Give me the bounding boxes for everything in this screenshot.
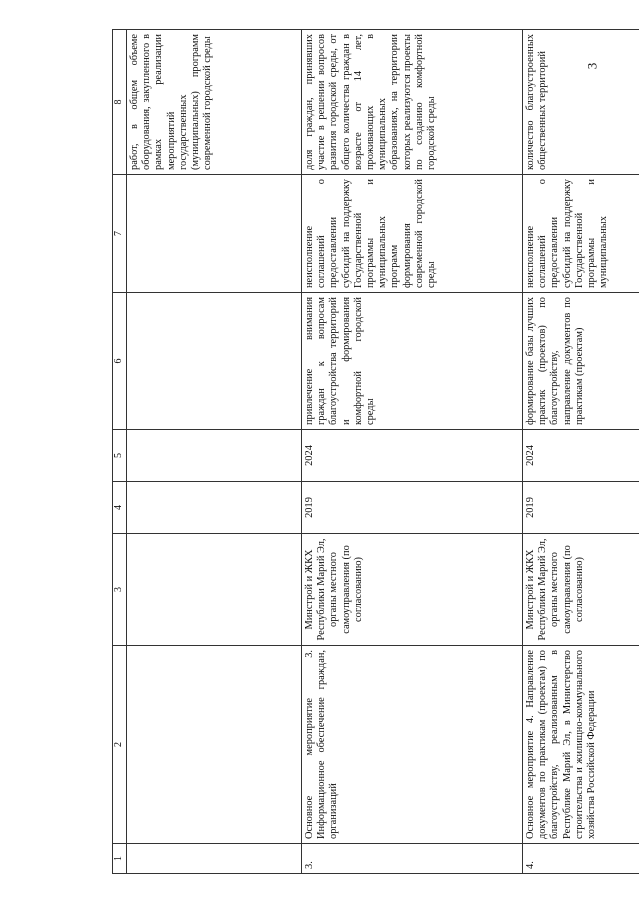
page-number: 3: [583, 62, 599, 70]
cell: [127, 430, 302, 482]
measure-cell: Основное мероприятие 4. Направление документов по практикам (проектам) по благоустройству, реализованным в Республике Марий Эл, в Министерство строительства и жилищно-коммунального хозяйства Российской Федерации: [523, 646, 639, 844]
result-cell: привлечение внимания граждан к вопросам благоустройства территорий и формирования комфортной городской среды: [302, 293, 523, 430]
consequences-cell: неисполнение соглашений о предоставлении субсидий на поддержку Государственной программы и муниципальных: [523, 175, 639, 293]
cell: [127, 293, 302, 430]
consequences-cell: неисполнение соглашений о предоставлении субсидий на поддержку Государственной программы и муниципальных программ формирования современной городской среды: [302, 175, 523, 293]
rotated-table-page: [112, 30, 639, 874]
cell: [127, 844, 302, 874]
indicator-cell: количество благоустроенных общественных территорий: [523, 30, 639, 175]
column-header-3: 3: [113, 534, 127, 646]
table-row-3: [302, 30, 523, 874]
indicator-cell: работ, в общем объеме оборудования, закупленного в рамках реализации мероприятий государственных (муниципальных) программ современной городской среды: [127, 30, 302, 175]
executor-cell: Минстрой и ЖКХ Республики Марий Эл, органы местного самоуправления (по согласованию): [302, 534, 523, 646]
column-header-2: 2: [113, 646, 127, 844]
column-header-4: 4: [113, 482, 127, 534]
start-year-cell: 2019: [523, 482, 639, 534]
measure-cell: Основное мероприятие 3. Информационное обеспечение граждан, организаций: [302, 646, 523, 844]
column-header-7: 7: [113, 175, 127, 293]
row-number: 4.: [523, 844, 639, 874]
column-header-1: 1: [113, 844, 127, 874]
program-measures-table: [112, 29, 639, 874]
column-header-6: 6: [113, 293, 127, 430]
start-year-cell: 2019: [302, 482, 523, 534]
cell: [127, 646, 302, 844]
indicator-cell: доля граждан, принявших участие в решении вопросов развития городской среды, от общего количества граждан в возрасте от 14 лет, проживающих в муниципальных образованиях, на территории которых реализуются проекты по созданию комфортной городской среды: [302, 30, 523, 175]
column-number-row: [113, 30, 127, 874]
cell: [127, 534, 302, 646]
row-number: 3.: [302, 844, 523, 874]
cell: [127, 482, 302, 534]
end-year-cell: 2024: [523, 430, 639, 482]
continued-row: [127, 30, 302, 874]
cell: [127, 175, 302, 293]
end-year-cell: 2024: [302, 430, 523, 482]
table-row-4: [523, 30, 639, 874]
column-header-8: 8: [113, 30, 127, 175]
column-header-5: 5: [113, 430, 127, 482]
result-cell: формирование базы лучших практик (проектов) по благоустройству, направление документов по практикам (проектам): [523, 293, 639, 430]
executor-cell: Минстрой и ЖКХ Республики Марий Эл, органы местного самоуправления (по согласованию): [523, 534, 639, 646]
